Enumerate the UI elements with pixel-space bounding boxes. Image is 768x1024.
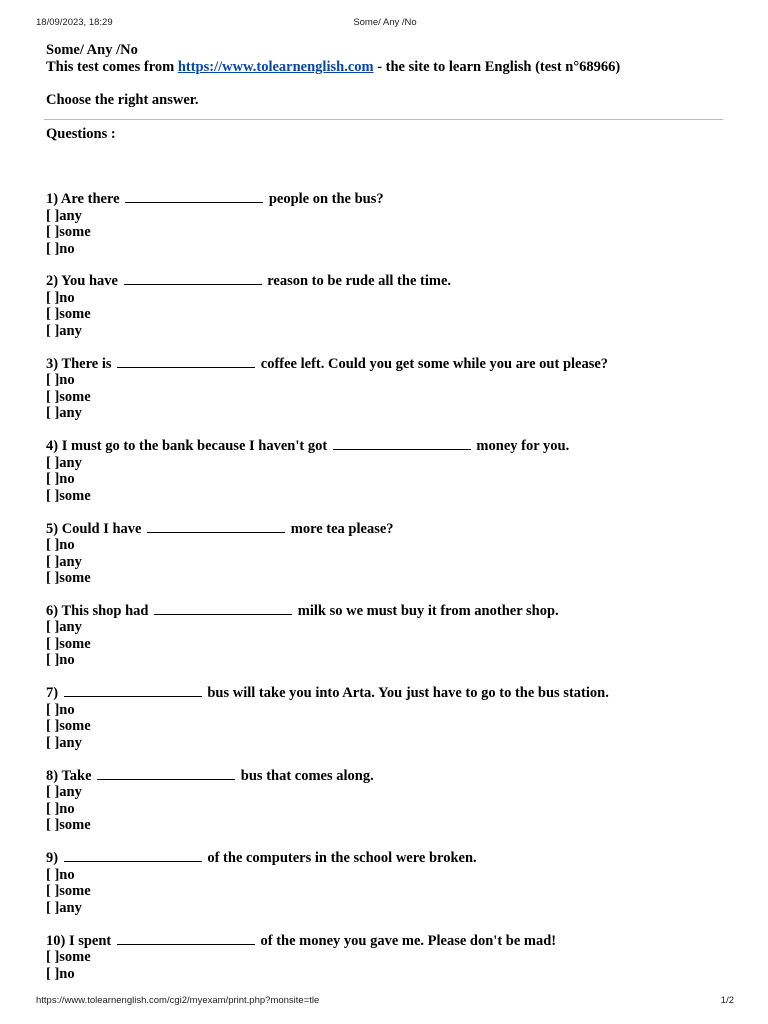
print-datetime: 18/09/2023, 18:29 (36, 17, 113, 28)
question-stem (46, 685, 726, 702)
question-text-after: milk so we must buy it from another shop. (297, 602, 559, 619)
site-link[interactable]: https://www.tolearnenglish.com (177, 58, 374, 75)
question-text-after: more tea please? (290, 520, 394, 537)
question-7 (46, 685, 726, 751)
answer-blank (64, 685, 202, 697)
question-list (46, 191, 726, 982)
question-stem (46, 933, 726, 950)
answer-option[interactable]: [ ]any (46, 619, 82, 636)
answer-option[interactable]: [ ]any (46, 454, 82, 471)
answer-blank (154, 603, 292, 615)
question-10 (46, 933, 726, 983)
answer-option[interactable]: [ ]any (46, 734, 82, 751)
instruction: Choose the right answer. (46, 92, 199, 108)
question-stem (46, 191, 726, 208)
question-text-after: bus that comes along. (240, 767, 374, 784)
question-8 (46, 768, 726, 834)
answer-option[interactable]: [ ]some (46, 224, 91, 240)
answer-option[interactable]: [ ]some (46, 635, 91, 652)
question-stem (46, 850, 726, 867)
answer-option[interactable]: [ ]no (46, 965, 75, 982)
question-text-before: 4) I must go to the bank because I haven't got (46, 438, 328, 455)
answer-blank (124, 273, 262, 285)
answer-option[interactable]: [ ]some (46, 817, 91, 834)
answer-option[interactable]: [ ]no (46, 372, 75, 389)
answer-option[interactable]: [ ]any (46, 322, 82, 339)
answer-option[interactable]: [ ]no (46, 289, 75, 306)
answer-option[interactable]: [ ]some (46, 487, 91, 504)
question-stem (46, 438, 726, 455)
answer-option[interactable]: [ ]some (46, 306, 91, 323)
question-stem (46, 768, 726, 785)
answer-blank (64, 850, 202, 862)
answer-option[interactable]: [ ]no (46, 471, 75, 488)
answer-blank (97, 768, 235, 780)
answer-blank (333, 438, 471, 450)
print-title: Some/ Any /No (353, 17, 417, 28)
question-2 (46, 273, 726, 339)
question-stem (46, 356, 726, 373)
question-stem (46, 603, 726, 620)
question-text-before: 10) I spent (46, 932, 112, 949)
answer-option[interactable]: [ ]no (46, 866, 75, 883)
print-footer (36, 995, 734, 1009)
question-text-after: of the computers in the school were broken. (207, 850, 477, 867)
question-stem (46, 521, 726, 538)
question-text-before: 7) (46, 685, 59, 702)
question-stem (46, 273, 726, 290)
doc-title: Some/ Any /No (46, 42, 138, 58)
answer-option[interactable]: [ ]any (46, 553, 82, 570)
question-text-after: reason to be rude all the time. (267, 273, 452, 290)
divider (44, 119, 723, 120)
questions-heading: Questions : (46, 125, 116, 142)
question-text-after: people on the bus? (268, 191, 384, 207)
question-5 (46, 521, 726, 587)
question-6 (46, 603, 726, 669)
source-suffix: - the site to learn English (test n°68966) (373, 58, 621, 75)
print-url: https://www.tolearnenglish.com/cgi2/myexam/print.php?monsite=tle (36, 995, 320, 1006)
question-text-before: 3) There is (46, 355, 112, 372)
answer-blank (147, 521, 285, 533)
question-text-after: coffee left. Could you get some while you are out please? (260, 355, 609, 372)
question-9 (46, 850, 726, 916)
answer-option[interactable]: [ ]some (46, 718, 91, 735)
question-text-before: 9) (46, 850, 59, 867)
answer-option[interactable]: [ ]no (46, 800, 75, 817)
answer-blank (117, 933, 255, 945)
source-line (46, 59, 726, 76)
answer-option[interactable]: [ ]some (46, 949, 91, 966)
question-text-before: 5) Could I have (46, 520, 142, 537)
question-text-after: bus will take you into Arta. You just have to go to the bus station. (207, 685, 609, 702)
source-prefix: This test comes from (46, 58, 178, 75)
answer-option[interactable]: [ ]no (46, 537, 75, 554)
answer-option[interactable]: [ ]some (46, 883, 91, 900)
question-1 (46, 191, 726, 257)
question-text-after: money for you. (476, 438, 570, 455)
answer-option[interactable]: [ ]any (46, 405, 82, 422)
question-4 (46, 438, 726, 504)
answer-option[interactable]: [ ]no (46, 240, 75, 257)
document-body (46, 42, 726, 998)
answer-option[interactable]: [ ]any (46, 899, 82, 916)
print-header (36, 17, 734, 31)
question-text-before: 1) Are there (46, 191, 120, 207)
answer-option[interactable]: [ ]no (46, 701, 75, 718)
answer-option[interactable]: [ ]any (46, 784, 82, 801)
answer-blank (125, 191, 263, 203)
question-text-before: 6) This shop had (46, 602, 149, 619)
answer-option[interactable]: [ ]any (46, 207, 82, 224)
question-text-after: of the money you gave me. Please don't be mad! (260, 932, 557, 949)
answer-option[interactable]: [ ]some (46, 388, 91, 405)
question-text-before: 8) Take (46, 767, 92, 784)
answer-option[interactable]: [ ]no (46, 652, 75, 669)
question-3 (46, 356, 726, 422)
answer-blank (117, 356, 255, 368)
page-number: 1/2 (720, 995, 734, 1006)
answer-option[interactable]: [ ]some (46, 570, 91, 587)
question-text-before: 2) You have (46, 273, 118, 290)
